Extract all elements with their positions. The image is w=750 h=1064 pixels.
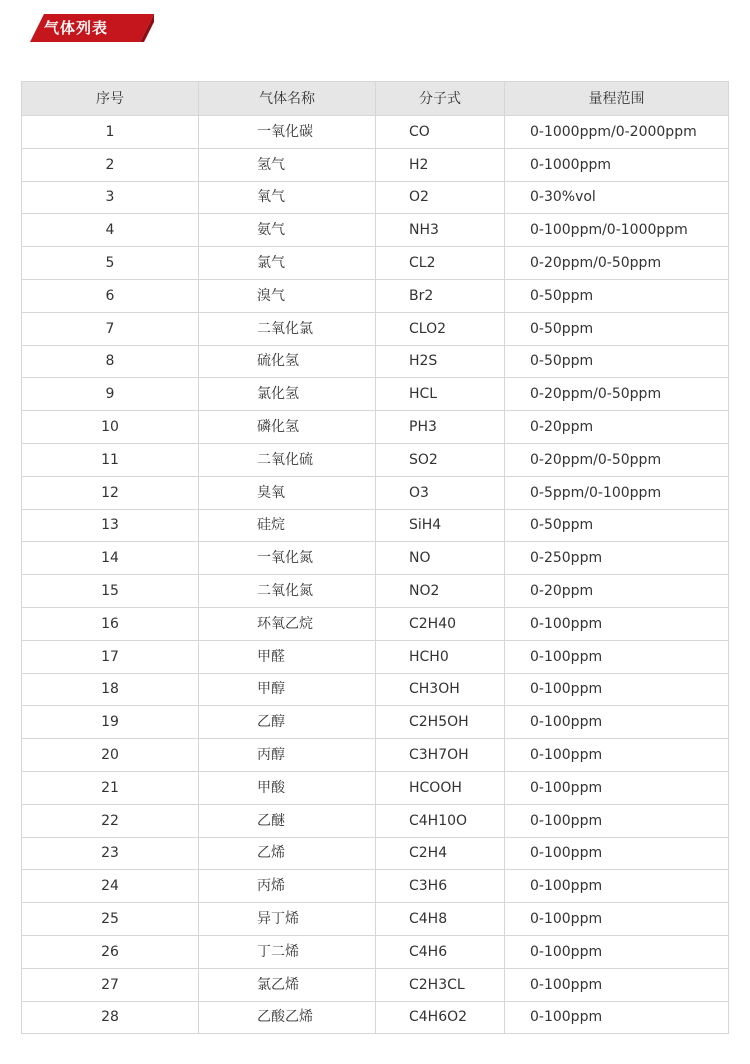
cell-formula: C2H40 [376,607,505,640]
cell-formula: C2H5OH [376,706,505,739]
cell-range: 0-100ppm [505,640,729,673]
cell-range: 0-100ppm [505,1001,729,1034]
table-header-row [22,82,729,116]
table-row [22,411,729,444]
cell-no: 26 [22,935,199,968]
cell-formula: CLO2 [376,312,505,345]
cell-gas-name: 氯乙烯 [199,968,376,1001]
cell-gas-name: 一氧化碳 [199,116,376,149]
cell-no: 18 [22,673,199,706]
cell-formula: C3H7OH [376,739,505,772]
banner-title: 气体列表 [44,19,109,37]
cell-gas-name: 二氧化硫 [199,443,376,476]
table-row [22,312,729,345]
cell-formula: HCL [376,378,505,411]
header-formula: 分子式 [376,82,505,116]
cell-no: 1 [22,116,199,149]
cell-no: 23 [22,837,199,870]
cell-range: 0-20ppm/0-50ppm [505,378,729,411]
cell-range: 0-100ppm [505,673,729,706]
cell-range: 0-20ppm/0-50ppm [505,443,729,476]
cell-no: 6 [22,279,199,312]
cell-range: 0-30%vol [505,181,729,214]
cell-formula: HCH0 [376,640,505,673]
cell-gas-name: 二氧化氮 [199,575,376,608]
cell-no: 9 [22,378,199,411]
table-row [22,279,729,312]
cell-formula: H2S [376,345,505,378]
cell-no: 13 [22,509,199,542]
cell-no: 7 [22,312,199,345]
cell-formula: C4H8 [376,903,505,936]
cell-formula: O3 [376,476,505,509]
section-banner [30,14,154,42]
cell-formula: H2 [376,148,505,181]
cell-no: 5 [22,247,199,280]
table-row [22,673,729,706]
cell-formula: SO2 [376,443,505,476]
cell-no: 2 [22,148,199,181]
cell-gas-name: 甲醛 [199,640,376,673]
table-row [22,1001,729,1034]
table-row [22,935,729,968]
cell-gas-name: 乙酸乙烯 [199,1001,376,1034]
cell-gas-name: 二氧化氯 [199,312,376,345]
cell-formula: C3H6 [376,870,505,903]
header-no: 序号 [22,82,199,116]
cell-range: 0-100ppm [505,903,729,936]
cell-no: 15 [22,575,199,608]
cell-range: 0-100ppm [505,706,729,739]
cell-range: 0-50ppm [505,279,729,312]
cell-gas-name: 硅烷 [199,509,376,542]
cell-range: 0-100ppm [505,771,729,804]
table-row [22,345,729,378]
cell-gas-name: 臭氧 [199,476,376,509]
cell-formula: SiH4 [376,509,505,542]
table-row [22,903,729,936]
cell-range: 0-20ppm [505,575,729,608]
table-row [22,214,729,247]
header-range: 量程范围 [505,82,729,116]
cell-formula: O2 [376,181,505,214]
table-row [22,247,729,280]
cell-formula: C4H6 [376,935,505,968]
cell-no: 11 [22,443,199,476]
cell-formula: CH3OH [376,673,505,706]
cell-range: 0-50ppm [505,509,729,542]
cell-formula: PH3 [376,411,505,444]
cell-formula: NH3 [376,214,505,247]
cell-no: 17 [22,640,199,673]
cell-range: 0-100ppm [505,837,729,870]
cell-gas-name: 甲醇 [199,673,376,706]
cell-range: 0-50ppm [505,312,729,345]
cell-formula: C2H4 [376,837,505,870]
cell-no: 27 [22,968,199,1001]
cell-formula: CO [376,116,505,149]
cell-gas-name: 溴气 [199,279,376,312]
cell-no: 12 [22,476,199,509]
cell-range: 0-20ppm [505,411,729,444]
cell-range: 0-100ppm/0-1000ppm [505,214,729,247]
table-row [22,509,729,542]
cell-gas-name: 氯气 [199,247,376,280]
cell-no: 10 [22,411,199,444]
cell-no: 8 [22,345,199,378]
cell-gas-name: 氨气 [199,214,376,247]
cell-range: 0-100ppm [505,739,729,772]
cell-gas-name: 丙烯 [199,870,376,903]
cell-gas-name: 异丁烯 [199,903,376,936]
cell-gas-name: 氧气 [199,181,376,214]
table-row [22,575,729,608]
cell-no: 21 [22,771,199,804]
cell-no: 22 [22,804,199,837]
header-name: 气体名称 [199,82,376,116]
table-row [22,968,729,1001]
cell-gas-name: 乙醚 [199,804,376,837]
table-row [22,607,729,640]
table-row [22,378,729,411]
cell-gas-name: 环氧乙烷 [199,607,376,640]
cell-no: 19 [22,706,199,739]
cell-no: 16 [22,607,199,640]
table-row [22,148,729,181]
table-row [22,706,729,739]
cell-formula: C4H6O2 [376,1001,505,1034]
cell-formula: Br2 [376,279,505,312]
cell-no: 14 [22,542,199,575]
table-row [22,837,729,870]
cell-range: 0-100ppm [505,607,729,640]
cell-range: 0-1000ppm [505,148,729,181]
table-row [22,116,729,149]
table-body [22,116,729,1034]
cell-range: 0-100ppm [505,804,729,837]
table-row [22,739,729,772]
cell-range: 0-1000ppm/0-2000ppm [505,116,729,149]
cell-formula: NO [376,542,505,575]
cell-gas-name: 乙醇 [199,706,376,739]
cell-formula: C2H3CL [376,968,505,1001]
cell-gas-name: 硫化氢 [199,345,376,378]
cell-gas-name: 丁二烯 [199,935,376,968]
table-row [22,443,729,476]
cell-range: 0-50ppm [505,345,729,378]
cell-gas-name: 丙醇 [199,739,376,772]
cell-no: 28 [22,1001,199,1034]
cell-range: 0-20ppm/0-50ppm [505,247,729,280]
cell-range: 0-100ppm [505,870,729,903]
cell-formula: HCOOH [376,771,505,804]
cell-formula: NO2 [376,575,505,608]
cell-range: 0-100ppm [505,935,729,968]
table-row [22,870,729,903]
gas-list-table [21,81,729,1034]
cell-range: 0-100ppm [505,968,729,1001]
cell-gas-name: 一氧化氮 [199,542,376,575]
cell-no: 3 [22,181,199,214]
table-row [22,771,729,804]
cell-range: 0-250ppm [505,542,729,575]
cell-no: 20 [22,739,199,772]
cell-range: 0-5ppm/0-100ppm [505,476,729,509]
cell-gas-name: 甲酸 [199,771,376,804]
cell-gas-name: 氢气 [199,148,376,181]
cell-no: 24 [22,870,199,903]
table-row [22,542,729,575]
cell-gas-name: 乙烯 [199,837,376,870]
table-row [22,181,729,214]
table-row [22,476,729,509]
cell-formula: CL2 [376,247,505,280]
cell-gas-name: 氯化氢 [199,378,376,411]
cell-no: 25 [22,903,199,936]
cell-no: 4 [22,214,199,247]
cell-formula: C4H10O [376,804,505,837]
cell-gas-name: 磷化氢 [199,411,376,444]
table-row [22,804,729,837]
table-row [22,640,729,673]
